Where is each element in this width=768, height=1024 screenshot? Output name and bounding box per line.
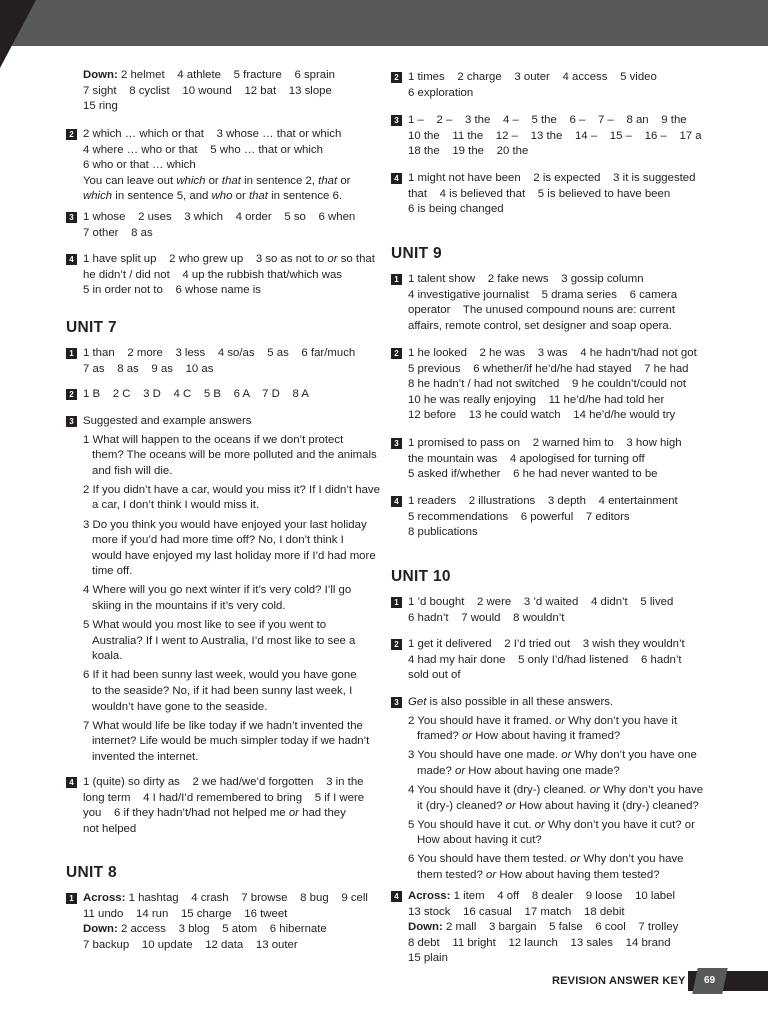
- answer-line: 4 Where will you go next winter if it’s very cold? I’ll go: [83, 584, 352, 597]
- exercise-number: 2: [66, 129, 77, 140]
- unit8-exercise-1: [66, 891, 380, 953]
- unit-7-heading: UNIT 7: [66, 319, 117, 336]
- exercise-number: 2: [391, 639, 402, 650]
- answer-line: wouldn’t have gone to the seaside.: [92, 700, 268, 713]
- unit8-exercise-4: [391, 171, 713, 218]
- answer-item: [83, 719, 380, 766]
- answer-line: 5 asked if/whether 6 he had never wanted to be: [408, 468, 658, 481]
- answer-line: and fish will die.: [92, 464, 173, 477]
- answer-line: 10 the 11 the 12 – 13 the 14 – 15 – 16 – 17 a: [408, 129, 702, 142]
- answer-line: he didn’t / did not 4 up the rubbish that/which was: [83, 268, 342, 281]
- answer-line: koala.: [92, 650, 123, 663]
- exercise-intro: Suggested and example answers: [83, 415, 252, 427]
- answer-line: not helped: [83, 822, 137, 835]
- answer-line: 1 ’d bought 2 were 3 ’d waited 4 didn’t 5 lived: [408, 596, 674, 608]
- answer-line: 7 backup 10 update 12 data 13 outer: [83, 938, 298, 951]
- answer-item: [83, 483, 380, 514]
- answer-line: the mountain was 4 apologised for turning off: [408, 452, 645, 465]
- answer-item: [83, 583, 380, 614]
- answer-line: time off.: [92, 565, 133, 578]
- answer-line: 1 promised to pass on 2 warned him to 3 how high: [408, 437, 682, 449]
- exercise-number: 2: [391, 72, 402, 83]
- answer-line: you 6 if they hadn’t/had not helped me or had they: [83, 807, 346, 820]
- answer-line: Down: 2 mall 3 bargain 5 false 6 cool 7 trolley: [408, 921, 679, 934]
- answer-line: 5 in order not to 6 whose name is: [83, 284, 261, 297]
- answer-line: would have enjoyed my last holiday more if I’d had more: [92, 549, 376, 562]
- answer-line: 2 You should have it framed. or Why don’t you have it: [408, 714, 678, 727]
- unit10-exercise-4: [391, 889, 713, 967]
- answer-item: [83, 668, 380, 715]
- answer-line: 1 talent show 2 fake news 3 gossip column: [408, 273, 644, 285]
- answer-line: 6 is being changed: [408, 203, 504, 216]
- answer-line: 5 What would you most like to see if you went to: [83, 619, 327, 632]
- answer-line: 1 he looked 2 he was 3 was 4 he hadn’t/had not got: [408, 347, 697, 359]
- exercise-number: 4: [66, 254, 77, 265]
- answer-line: 3 Do you think you would have enjoyed your last holiday: [83, 518, 367, 531]
- answer-line: 1 What will happen to the oceans if we don’t protect: [83, 433, 344, 446]
- answer-line: 5 previous 6 whether/if he’d/he had stayed 7 he had: [408, 362, 689, 375]
- exercise-number: 1: [66, 348, 77, 359]
- answer-item: [83, 433, 380, 480]
- answer-line: 11 undo 14 run 15 charge 16 tweet: [83, 907, 288, 920]
- answer-line: 1 than 2 more 3 less 4 so/as 5 as 6 far/much: [83, 347, 356, 359]
- exercise-number: 4: [391, 173, 402, 184]
- answer-line: them? The oceans will be more polluted and the animals: [92, 449, 377, 462]
- unit6-exercise-4: [66, 252, 380, 299]
- unit-8-heading: UNIT 8: [66, 864, 117, 881]
- answer-item: [408, 783, 713, 814]
- header-bar: [0, 0, 768, 46]
- answer-line: 13 stock 16 casual 17 match 18 debit: [408, 905, 625, 918]
- corner-decoration: [0, 0, 36, 68]
- answer-line: to the seaside? No, if it had been sunny last week, I: [92, 685, 353, 697]
- answer-line: 15 plain: [408, 952, 448, 965]
- answer-line: 18 the 19 the 20 the: [408, 145, 529, 158]
- answer-line: 6 who or that … which: [83, 159, 196, 172]
- answer-line: How about having it cut?: [417, 834, 542, 847]
- unit10-exercise-3: [391, 695, 713, 887]
- answer-line: that 4 is believed that 5 is believed to have been: [408, 187, 671, 200]
- answer-line: more if you’d had more time off? No, I don’t think I: [92, 534, 344, 547]
- exercise-number: 1: [391, 597, 402, 608]
- page-number-tab: [692, 968, 728, 994]
- exercise-number: 2: [391, 348, 402, 359]
- answer-line: sold out of: [408, 669, 461, 682]
- answer-line: Australia? If I went to Australia, I’d most like to see a: [92, 634, 356, 647]
- answer-item: [408, 748, 713, 779]
- footer-title: REVISION ANSWER KEY: [552, 975, 686, 987]
- answer-line: internet? Life would be much simpler today if we hadn’t: [92, 735, 370, 748]
- exercise-intro: Get is also possible in all these answers.: [408, 696, 614, 708]
- unit7-exercise-3: [66, 414, 380, 769]
- answer-line: invented the internet.: [92, 750, 199, 763]
- unit-9-heading: UNIT 9: [391, 245, 442, 262]
- answer-line: 6 If it had been sunny last week, would you have gone: [83, 669, 357, 682]
- answer-line: 7 as 8 as 9 as 10 as: [83, 362, 214, 375]
- unit10-exercise-2: [391, 637, 713, 684]
- unit-10-heading: UNIT 10: [391, 568, 451, 585]
- unit6-exercise-2: [66, 127, 380, 205]
- exercise-number: 3: [391, 697, 402, 708]
- exercise-number: 3: [391, 438, 402, 449]
- exercise-number: 3: [391, 115, 402, 126]
- answer-line: a car, I don’t think I would miss it.: [92, 499, 260, 512]
- answer-line: 1 – 2 – 3 the 4 – 5 the 6 – 7 – 8 an 9 the: [408, 114, 687, 126]
- answer-line: long term 4 I had/I’d remembered to bring 5 if I were: [83, 791, 365, 804]
- exercise-number: 4: [391, 496, 402, 507]
- answer-line: 1 have split up 2 who grew up 3 so as not to or so that: [83, 253, 375, 265]
- answer-line: 8 publications: [408, 526, 478, 539]
- exercise-number: 4: [66, 777, 77, 788]
- answer-line: You can leave out which or that in sentence 2, that or: [83, 174, 351, 187]
- answer-item: [408, 852, 713, 883]
- answer-line: 2 which … which or that 3 whose … that or which: [83, 128, 342, 140]
- answer-line: 1 (quite) so dirty as 2 we had/we’d forgotten 3 in the: [83, 776, 364, 788]
- answer-line: affairs, remote control, set designer and soap opera.: [408, 319, 672, 332]
- answer-line: 7 other 8 as: [83, 226, 153, 239]
- answer-line: 3 You should have one made. or Why don’t you have one: [408, 749, 697, 762]
- page-number: 69: [704, 975, 716, 986]
- answer-line: 10 he was really enjoying 11 he’d/he had told her: [408, 393, 665, 406]
- answer-line: 6 You should have them tested. or Why don’t you have: [408, 853, 684, 866]
- exercise-number: 3: [66, 212, 77, 223]
- answer-line: 5 You should have it cut. or Why don’t you have it cut? or: [408, 818, 695, 831]
- answer-line: Down: 2 helmet 4 athlete 5 fracture 6 sprain: [83, 69, 335, 81]
- answer-line: them tested? or How about having them tested?: [417, 868, 660, 881]
- answer-line: 12 before 13 he could watch 14 he’d/he would try: [408, 409, 676, 422]
- answer-item: [83, 618, 380, 665]
- answer-line: 1 B 2 C 3 D 4 C 5 B 6 A 7 D 8 A: [83, 388, 310, 400]
- answer-line: 7 What would life be like today if we hadn’t invented the: [83, 719, 363, 732]
- answer-line: 8 debt 11 bright 12 launch 13 sales 14 brand: [408, 936, 671, 949]
- unit8-exercise-3: [391, 113, 713, 160]
- unit6-exercise-3: [66, 210, 380, 241]
- unit8-exercise-2: [391, 70, 713, 101]
- answer-item: [408, 714, 713, 745]
- answer-line: 4 had my hair done 5 only I’d/had listened 6 hadn’t: [408, 653, 682, 666]
- answer-line: 6 exploration: [408, 86, 474, 99]
- answer-line: 1 get it delivered 2 I’d tried out 3 wish they wouldn’t: [408, 638, 685, 650]
- answer-line: 2 If you didn’t have a car, would you miss it? If I didn’t have: [83, 483, 380, 496]
- answer-line: 4 where … who or that 5 who … that or which: [83, 143, 323, 156]
- unit9-exercise-4: [391, 494, 713, 541]
- unit6-ex4-down: [66, 68, 380, 115]
- answer-line: 1 whose 2 uses 3 which 4 order 5 so 6 when: [83, 211, 356, 223]
- answer-line: 15 ring: [83, 100, 118, 113]
- answer-line: it (dry-) cleaned? or How about having it (dry-) cleaned?: [417, 799, 699, 812]
- exercise-number: 4: [391, 891, 402, 902]
- answer-line: 1 might not have been 2 is expected 3 it is suggested: [408, 172, 696, 184]
- exercise-number: 2: [66, 389, 77, 400]
- unit9-exercise-2: [391, 346, 713, 424]
- answer-line: 8 he hadn’t / had not switched 9 he couldn’t/could not: [408, 378, 686, 391]
- unit7-exercise-4: [66, 775, 380, 837]
- answer-line: Across: 1 item 4 off 8 dealer 9 loose 10 label: [408, 890, 675, 902]
- answer-line: 7 sight 8 cyclist 10 wound 12 bat 13 slope: [83, 84, 332, 97]
- answer-line: Down: 2 access 3 blog 5 atom 6 hibernate: [83, 923, 327, 936]
- exercise-number: 3: [66, 416, 77, 427]
- answer-line: made? or How about having one made?: [417, 764, 620, 777]
- answer-line: framed? or How about having it framed?: [417, 730, 621, 743]
- exercise-number: 1: [66, 893, 77, 904]
- answer-line: skiing in the mountains if it’s very cold.: [92, 600, 286, 613]
- answer-line: 6 hadn’t 7 would 8 wouldn’t: [408, 611, 565, 624]
- unit7-exercise-1: [66, 346, 380, 377]
- answer-line: Across: 1 hashtag 4 crash 7 browse 8 bug 9 cell: [83, 892, 368, 904]
- answer-line: 5 recommendations 6 powerful 7 editors: [408, 510, 630, 523]
- answer-line: 4 You should have it (dry-) cleaned. or Why don’t you have: [408, 783, 704, 796]
- unit10-exercise-1: [391, 595, 713, 626]
- unit9-exercise-3: [391, 436, 713, 483]
- answer-item: [83, 518, 380, 580]
- answer-item: [408, 818, 713, 849]
- answer-line: 1 times 2 charge 3 outer 4 access 5 video: [408, 71, 657, 83]
- answer-line: which in sentence 5, and who or that in sentence 6.: [83, 190, 343, 203]
- answer-line: 1 readers 2 illustrations 3 depth 4 entertainment: [408, 495, 678, 507]
- answer-line: 4 investigative journalist 5 drama series 6 camera: [408, 288, 678, 301]
- unit7-exercise-2: [66, 387, 380, 403]
- exercise-number: 1: [391, 274, 402, 285]
- answer-line: operator The unused compound nouns are: current: [408, 304, 676, 317]
- unit9-exercise-1: [391, 272, 713, 334]
